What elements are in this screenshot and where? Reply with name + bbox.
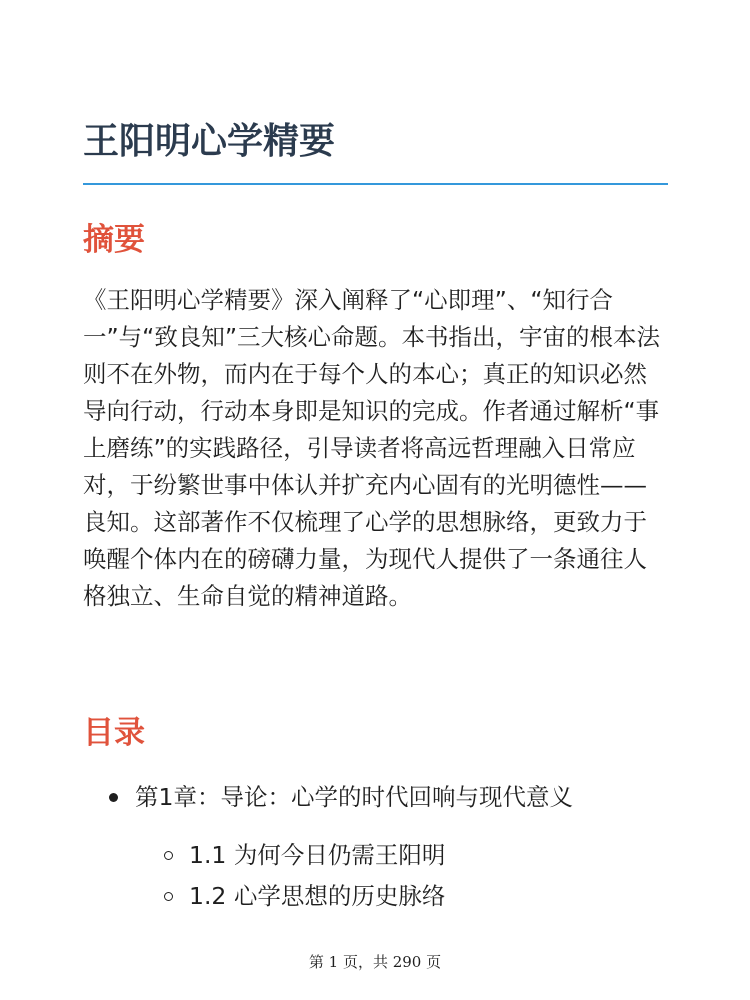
toc-heading: 目录 bbox=[83, 715, 145, 751]
abstract-heading: 摘要 bbox=[83, 222, 145, 258]
bullet-icon bbox=[109, 793, 118, 802]
document-title: 王阳明心学精要 bbox=[83, 121, 336, 162]
toc-section-1-2[interactable] bbox=[189, 878, 445, 914]
toc-chapter-label: 第1章：导论：心学的时代回响与现代意义 bbox=[135, 783, 573, 811]
circle-bullet-icon bbox=[164, 892, 173, 901]
title-divider bbox=[83, 183, 668, 185]
toc-section-label: 1.1 为何今日仍需王阳明 bbox=[189, 841, 446, 869]
toc-chapter-1[interactable] bbox=[135, 779, 573, 815]
abstract-paragraph: 《王阳明心学精要》深入阐释了“心即理”、“知行合一”与“致良知”三大核心命题。本书指出，宇宙的根本法则不在外物，而内在于每个人的本心；真正的知识必然导向行动，行动本身即是知识的完成。作者通过解析“事上磨练”的实践路径，引导读者将高远哲理融入日常应对，于纷繁世事中体认并扩充内心固有的光明德性——良知。这部著作不仅梳理了心学的思想脉络，更致力于唤醒个体内在的磅礴力量，为现代人提供了一条通往人格独立、生命自觉的精神道路。 bbox=[83, 286, 661, 610]
toc-section-label: 1.2 心学思想的历史脉络 bbox=[189, 882, 446, 910]
toc-section-1-1[interactable] bbox=[189, 837, 445, 873]
page-number-footer: 第 1 页，共 290 页 bbox=[308, 953, 442, 971]
circle-bullet-icon bbox=[164, 851, 173, 860]
